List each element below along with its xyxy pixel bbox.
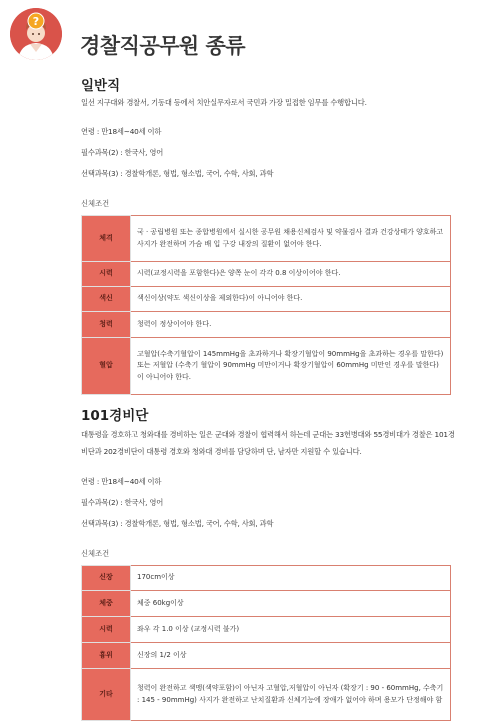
general-conditions-title: 신체조건 [81,199,110,208]
table-row [82,643,451,669]
condition-label: 기타 [82,669,131,721]
guard101-conditions-title: 신체조건 [81,549,110,558]
general-section [81,78,461,395]
condition-text: 고혈압(수축기혈압이 145mmHg을 초과하거나 확장기혈압이 90mmHg을 초과하는 경우를 말한다) 또는 저혈압 (수축기 혈압이 90mmHg 미만이거나 확장기혈압이 60mmHg 미만인 경우를 말한다)이 아니어야 한다. [131,338,451,395]
page-title: 경찰직공무원 종류 [80,34,246,58]
svg-text:?: ? [32,15,40,28]
condition-text: 신장의 1/2 이상 [131,643,451,669]
condition-label: 흉위 [82,643,131,669]
table-row [82,216,451,262]
general-conditions-table [81,215,451,395]
table-row [82,262,451,287]
condition-label: 청력 [82,312,131,338]
guard101-age: 연령 : 만18세~40세 이하 [81,477,162,486]
condition-label: 시력 [82,262,131,287]
guard101-required-subjects: 필수과목(2) : 한국사, 영어 [81,498,164,507]
table-row [82,312,451,338]
guard101-title: 101경비단 [81,408,149,424]
guard101-elective-subjects: 선택과목(3) : 경찰학개론, 형법, 형소법, 국어, 수학, 사회, 과학 [81,519,274,528]
table-row [82,287,451,312]
table-row [82,591,451,617]
guard101-conditions-table [81,565,451,721]
table-row [82,566,451,591]
condition-text: 170cm이상 [131,566,451,591]
guard101-description: 대통령을 경호하고 청와대를 경비하는 일은 군대와 경찰이 협력해서 하는데 군대는 33헌병대와 55경비대가 경찰은 101경비단과 202경비단이 대통령 경호와 청와대 경비를 담당하며 단, 남자만 지원할 수 있습니다. [81,430,455,456]
condition-text: 색신이상(약도 색신이상을 제외한다)이 아니어야 한다. [131,287,451,312]
condition-text: 시력(교정시력을 포함한다)은 양쪽 눈이 각각 0.8 이상이어야 한다. [131,262,451,287]
table-row [82,338,451,395]
general-title: 일반직 [81,78,121,94]
condition-text: 청력이 완전하고 색맹(색약포함)이 아닌자 고혈압,저혈압이 아닌자 (확장기 : 90 - 60mmHg, 수축기 : 145 - 90mmHg) 사지가 완전하고 난치질환과 신체기능에 장애가 없어야 하며 용모가 단정해야 함 [131,669,451,721]
general-description: 일선 지구대와 경찰서, 기동대 등에서 치안실무자로서 국민과 가장 밀접한 임무를 수행합니다. [81,98,367,107]
condition-text: 체중 60kg이상 [131,591,451,617]
table-row [82,617,451,643]
condition-label: 혈압 [82,338,131,395]
condition-label: 체중 [82,591,131,617]
police-officer-question-icon [10,8,62,60]
general-elective-subjects: 선택과목(3) : 경찰학개론, 형법, 형소법, 국어, 수학, 사회, 과학 [81,169,274,178]
condition-text: 국 · 공립병원 또는 종합병원에서 실시한 공무원 채용신체검사 및 약물검사 결과 건강상태가 양호하고 사지가 완전하며 가슴 배 입 구강 내장의 질환이 없어야 한다. [131,216,451,262]
condition-label: 색신 [82,287,131,312]
general-age: 연령 : 만18세~40세 이하 [81,127,162,136]
table-row [82,669,451,721]
condition-label: 신장 [82,566,131,591]
condition-text: 좌우 각 1.0 이상 (교정시력 불가) [131,617,451,643]
general-required-subjects: 필수과목(2) : 한국사, 영어 [81,148,164,157]
condition-label: 체격 [82,216,131,262]
condition-text: 청력이 정상이어야 한다. [131,312,451,338]
guard101-section [81,408,461,721]
condition-label: 시력 [82,617,131,643]
